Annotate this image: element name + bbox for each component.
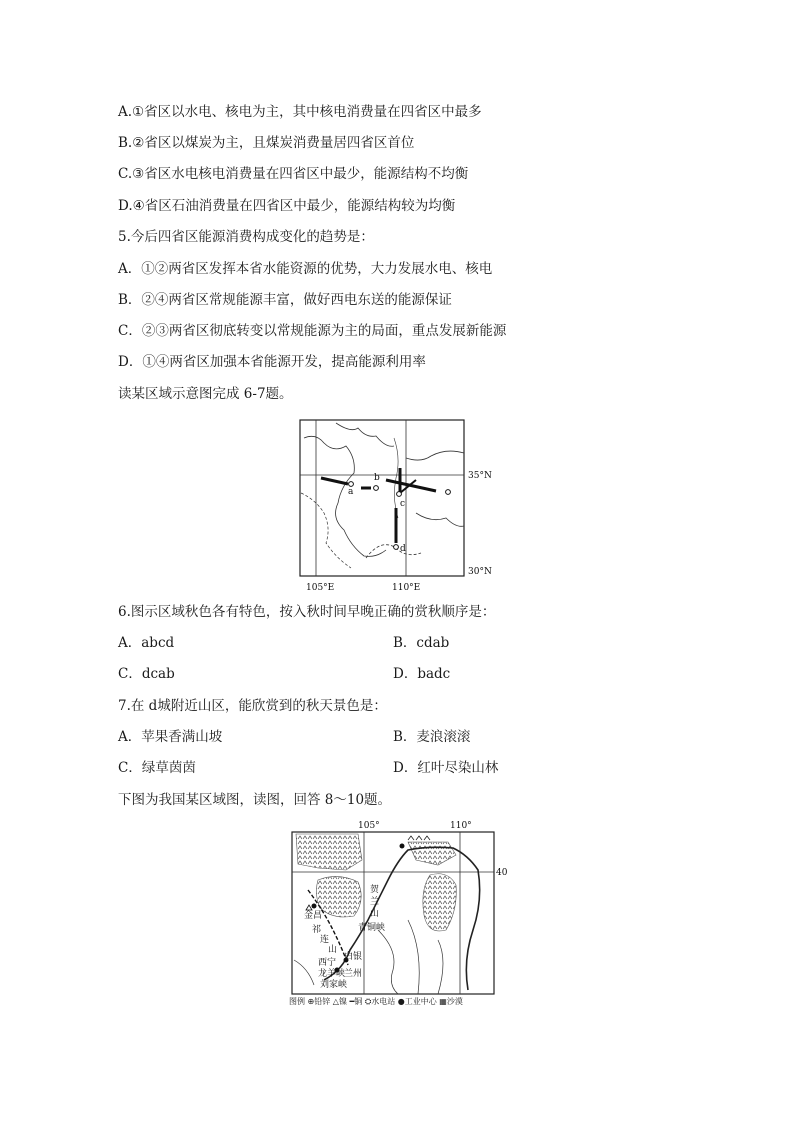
q7-stem: 7.在 d城附近山区，能欣赏到的秋天景色是：: [118, 698, 387, 714]
q4-option-d: D.④省区石油消费量在四省区中最少，能源结构较为均衡: [118, 198, 456, 214]
q5-option-c: C．②③两省区彻底转变以常规能源为主的局面，重点发展新能源: [118, 323, 507, 339]
intro-8-10: 下图为我国某区域图，读图，回答 8～10题。: [118, 792, 392, 808]
q6-option-a: A．abcd: [118, 635, 175, 651]
lat-30n-label: 30°N: [468, 567, 492, 577]
label-shan-2: 山: [370, 909, 380, 919]
region-map-2: [288, 820, 508, 996]
point-b-label: b: [374, 473, 380, 483]
label-he: 贺: [370, 885, 380, 895]
lat-35n-label: 35°N: [468, 471, 492, 481]
q4-option-b: B.②省区以煤炭为主，且煤炭消费量居四省区首位: [118, 135, 415, 151]
q6-option-b: B．cdab: [393, 635, 450, 651]
q5-option-a: A．①②两省区发挥本省水能资源的优势，大力发展水电、核电: [118, 261, 493, 277]
point-d-label: d: [400, 544, 406, 554]
label-xining: 西宁: [318, 958, 337, 968]
label-lan: 兰: [370, 897, 380, 907]
q4-option-c: C.③省区水电核电消费量在四省区中最少，能源结构不均衡: [118, 166, 469, 182]
q5-option-b: B．②④两省区常规能源丰富，做好西电东送的能源保证: [118, 292, 452, 308]
label-qingtongxia: 青铜峡: [358, 923, 386, 933]
map2-lon-110-label: 110°: [450, 821, 472, 831]
label-baiyin: 白银: [344, 952, 363, 962]
point-c-label: c: [400, 499, 406, 509]
label-lanzhou: 兰州: [344, 969, 363, 979]
q6-option-c: C．dcab: [118, 666, 175, 682]
q6-option-d: D．badc: [393, 666, 451, 682]
label-lian: 连: [320, 935, 330, 945]
q4-option-a: A.①省区以水电、核电为主，其中核电消费量在四省区中最多: [118, 104, 482, 120]
q6-stem: 6.图示区域秋色各有特色，按入秋时间早晚正确的赏秋顺序是：: [118, 604, 496, 620]
lon-110e-label: 110°E: [392, 583, 421, 593]
map2-lat-40-label: 40: [496, 868, 508, 878]
q7-option-a: A．苹果香满山坡: [118, 729, 223, 745]
q5-option-d: D．①④两省区加强本省能源开发，提高能源利用率: [118, 354, 426, 370]
q7-option-c: C．绿草茵茵: [118, 760, 196, 776]
region-map-1: [296, 418, 496, 596]
q7-option-b: B．麦浪滚滚: [393, 729, 471, 745]
label-jinchang: 金昌: [304, 911, 323, 921]
intro-6-7: 读某区域示意图完成 6-7题。: [118, 386, 293, 402]
point-a-label: a: [348, 487, 354, 497]
map2-legend: 图例 ⊕铅锌 △镍 ━铜 ⛭水电站 ●工业中心 ▦沙漠: [289, 997, 463, 1006]
label-liujiaxia: 刘家峡: [320, 980, 348, 990]
lon-105e-label: 105°E: [306, 583, 335, 593]
label-shan: 山: [328, 945, 338, 955]
q7-option-d: D．红叶尽染山林: [393, 760, 499, 776]
map2-lon-105-label: 105°: [358, 821, 380, 831]
label-qi: 祁: [312, 925, 322, 935]
label-longyangxia: 龙羊峡: [318, 969, 346, 979]
q5-stem: 5.今后四省区能源消费构成变化的趋势是：: [118, 229, 374, 245]
